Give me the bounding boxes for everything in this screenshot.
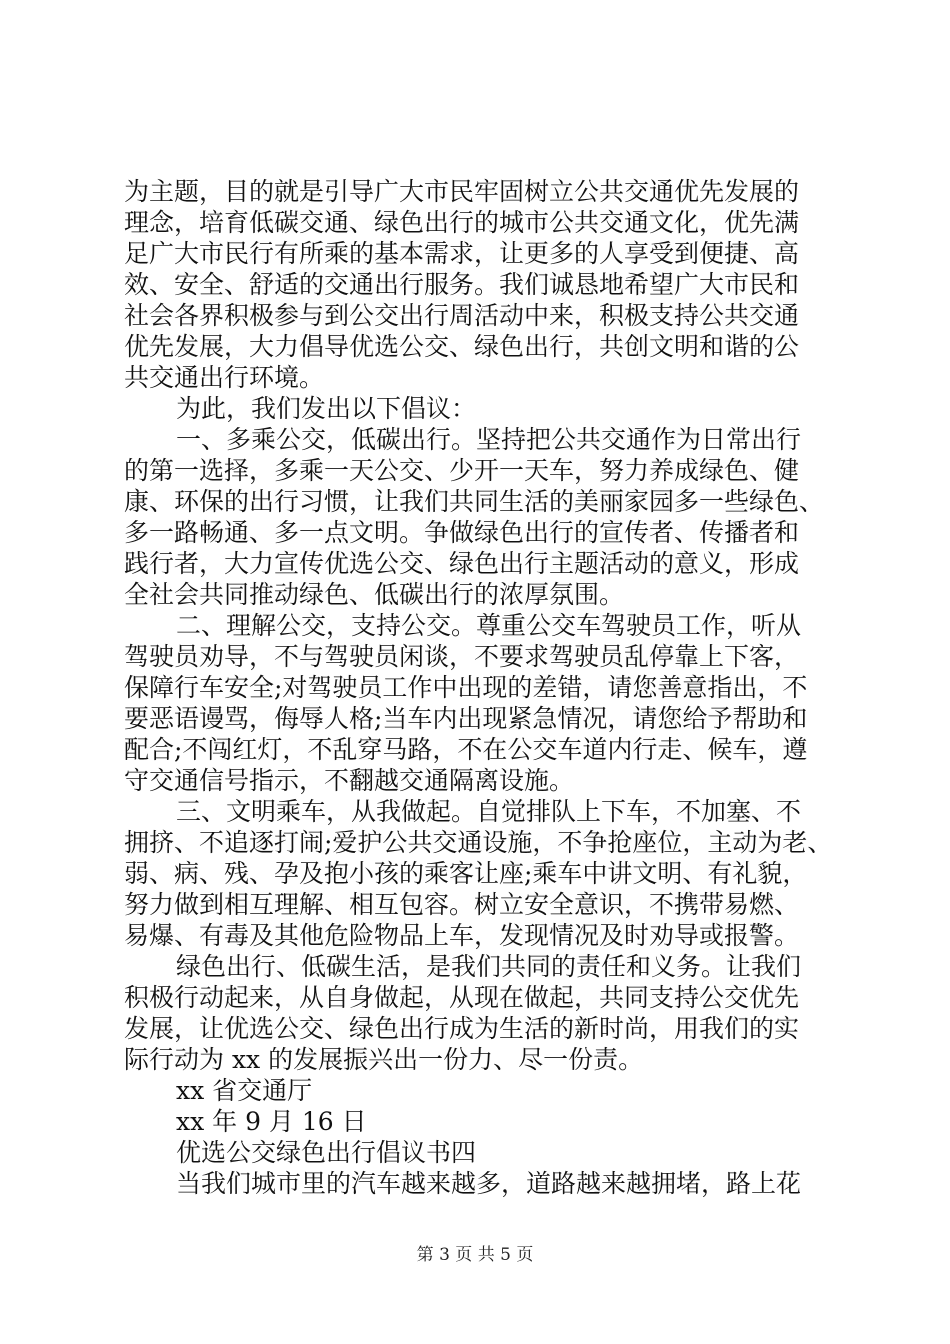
text-line: 要恶语谩骂，侮辱人格;当车内出现紧急情况，请您给予帮助和 <box>124 704 808 733</box>
text-line: 配合;不闯红灯，不乱穿马路，不在公交车道内行走、候车，遵 <box>124 735 808 764</box>
text-line: 一、多乘公交，低碳出行。坚持把公共交通作为日常出行 <box>176 425 802 454</box>
text-line: 际行动为 xx 的发展振兴出一份力、尽一份责。 <box>124 1045 644 1074</box>
text-line: 守交通信号指示，不翻越交通隔离设施。 <box>124 766 575 795</box>
text-line: 二、理解公交，支持公交。尊重公交车驾驶员工作，听从 <box>176 611 802 640</box>
text-line: 的第一选择，多乘一天公交、少开一天车，努力养成绿色、健 <box>124 456 800 485</box>
text-line: 三、文明乘车，从我做起。自觉排队上下车，不加塞、不 <box>176 797 802 826</box>
signature-line: xx 省交通厅 <box>176 1076 313 1105</box>
page-footer: 第 3 页 共 5 页 <box>416 1245 534 1265</box>
text-line: 理念，培育低碳交通、绿色出行的城市公共交通文化，优先满 <box>124 208 800 237</box>
text-line: 努力做到相互理解、相互包容。树立安全意识，不携带易燃、 <box>124 890 800 919</box>
text-line: 优先发展，大力倡导优选公交、绿色出行，共创文明和谐的公 <box>124 332 800 361</box>
text-line: 康、环保的出行习惯，让我们共同生活的美丽家园多一些绿色、 <box>124 487 825 516</box>
text-line: 全社会共同推动绿色、低碳出行的浓厚氛围。 <box>124 580 625 609</box>
text-line: 共交通出行环境。 <box>124 363 325 392</box>
text-line: 践行者，大力宣传优选公交、绿色出行主题活动的意义，形成 <box>124 549 800 578</box>
text-line: 当我们城市里的汽车越来越多，道路越来越拥堵，路上花 <box>176 1169 802 1198</box>
date-line: xx 年 9 月 16 日 <box>176 1107 367 1136</box>
text-line: 足广大市民行有所乘的基本需求，让更多的人享受到便捷、高 <box>124 239 800 268</box>
text-line: 社会各界积极参与到公交出行周活动中来，积极支持公共交通 <box>124 301 800 330</box>
text-line: 为此，我们发出以下倡议： <box>176 394 477 423</box>
section-title: 优选公交绿色出行倡议书四 <box>176 1138 477 1167</box>
text-line: 为主题，目的就是引导广大市民牢固树立公共交通优先发展的 <box>124 177 800 206</box>
text-line: 积极行动起来，从自身做起，从现在做起，共同支持公交优先 <box>124 983 800 1012</box>
text-line: 弱、病、残、孕及抱小孩的乘客让座;乘车中讲文明、有礼貌， <box>124 859 808 888</box>
text-line: 效、安全、舒适的交通出行服务。我们诚恳地希望广大市民和 <box>124 270 800 299</box>
text-line: 保障行车安全;对驾驶员工作中出现的差错，请您善意指出，不 <box>124 673 808 702</box>
text-line: 发展，让优选公交、绿色出行成为生活的新时尚，用我们的实 <box>124 1014 800 1043</box>
text-line: 拥挤、不追逐打闹;爱护公共交通设施，不争抢座位，主动为老、 <box>124 828 833 857</box>
text-line: 易爆、有毒及其他危险物品上车，发现情况及时劝导或报警。 <box>124 921 800 950</box>
text-line: 驾驶员劝导，不与驾驶员闲谈，不要求驾驶员乱停靠上下客， <box>124 642 800 671</box>
text-line: 多一路畅通、多一点文明。争做绿色出行的宣传者、传播者和 <box>124 518 800 547</box>
text-line: 绿色出行、低碳生活，是我们共同的责任和义务。让我们 <box>176 952 802 981</box>
